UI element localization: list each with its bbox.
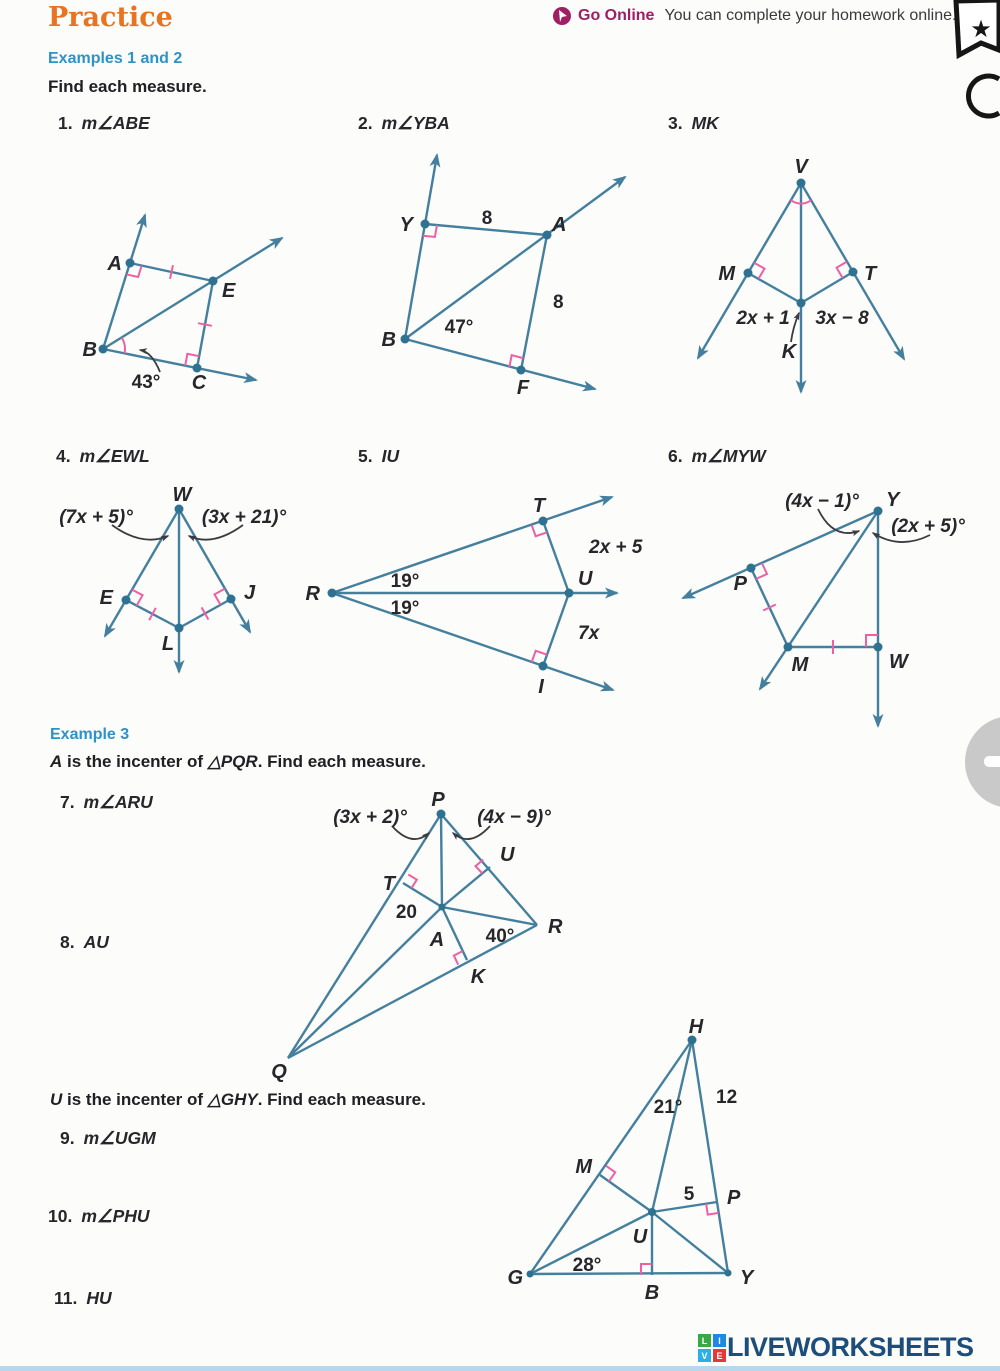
problem-1-label: m∠ABE <box>81 113 150 133</box>
problem-10-number: 10. <box>48 1206 73 1226</box>
liveworksheets-wordmark: LIVEWORKSHEETS <box>727 1332 974 1362</box>
fig6-point-label-W: W <box>889 651 908 673</box>
problem-5-label: IU <box>381 446 400 466</box>
fig8-angle-h: 21° <box>653 1097 683 1118</box>
problem-5 <box>358 446 399 467</box>
fig5-point-label-R: R <box>305 583 320 605</box>
problem-9-label: m∠UGM <box>83 1128 156 1148</box>
instruction-incenter-pqr <box>50 752 426 772</box>
problem-9 <box>60 1128 156 1149</box>
fig5-point-label-I: I <box>538 676 544 698</box>
fig4-point-label-L: L <box>161 633 175 655</box>
fig3-diagram <box>698 156 904 392</box>
problem-8-label: AU <box>83 932 109 952</box>
fig7-point-label-P: P <box>431 789 445 811</box>
problem-3 <box>668 113 719 134</box>
logo-square-v: V <box>698 1349 711 1362</box>
page-title: Practice <box>48 2 173 33</box>
fig8-point-label-G: G <box>507 1267 523 1289</box>
problem-2-number: 2. <box>358 113 373 133</box>
incenter-ghy-lead: U <box>50 1090 63 1109</box>
problem-7 <box>60 792 153 813</box>
fig5-diagram <box>306 495 643 698</box>
instruction-incenter-ghy <box>50 1090 426 1110</box>
fig4-expr-right: (3x + 21)° <box>201 507 287 528</box>
logo-square-e: E <box>713 1349 726 1362</box>
problem-7-label: m∠ARU <box>83 792 153 812</box>
problem-9-number: 9. <box>60 1128 75 1148</box>
fig5-angle-bottom: 19° <box>390 598 420 619</box>
fig8-length-5: 5 <box>683 1184 695 1205</box>
fig2-point-label-A: A <box>552 214 567 236</box>
fig8-point-label-P: P <box>727 1187 741 1209</box>
fig4-point-label-W: W <box>172 484 192 506</box>
go-online-banner <box>552 6 956 26</box>
fig6-point-label-Y: Y <box>886 489 900 511</box>
go-online-label: Go Online <box>578 7 655 24</box>
section-heading-examples-1-2: Examples 1 and 2 <box>48 50 183 67</box>
fig5-expr-tu: 2x + 5 <box>589 537 643 558</box>
incenter-ghy-triangle: △GHY <box>207 1090 258 1109</box>
fig8-angle-g: 28° <box>572 1255 602 1276</box>
fig4-expr-left: (7x + 5)° <box>59 507 133 528</box>
fig4-diagram <box>59 484 286 672</box>
fig7-point-label-T: T <box>382 873 395 895</box>
go-online-text: You can complete your homework online. <box>664 7 957 24</box>
fig6-point-label-P: P <box>733 573 747 595</box>
fig8-point-label-Y: Y <box>740 1267 754 1289</box>
problem-1 <box>58 113 150 134</box>
fig8-point-label-H: H <box>688 1016 704 1038</box>
fig5-angle-top: 19° <box>390 571 420 592</box>
problem-2-label: m∠YBA <box>381 113 450 133</box>
fig1-point-label-A: A <box>107 253 122 275</box>
fig7-angle-r: 40° <box>485 926 515 947</box>
fig3-point-label-T: T <box>864 263 877 285</box>
problem-11 <box>54 1288 112 1309</box>
fig7-length-ta: 20 <box>395 902 417 923</box>
fig1-point-label-B: B <box>82 339 97 361</box>
problem-8 <box>60 932 109 953</box>
go-online-icon <box>552 6 572 26</box>
logo-square-l: L <box>698 1334 711 1347</box>
fig7-diagram <box>271 789 563 1083</box>
incenter-ghy-tail: . Find each measure. <box>257 1090 426 1109</box>
problem-6-label: m∠MYW <box>691 446 766 466</box>
fig3-expr-right: 3x − 8 <box>815 308 869 329</box>
fig8-diagram <box>507 1016 755 1304</box>
fig2-side-label-af: 8 <box>553 292 564 313</box>
fig7-expr-left: (3x + 2)° <box>333 807 407 828</box>
problem-10 <box>48 1206 150 1227</box>
fig2-point-label-B: B <box>381 329 396 351</box>
fig2-side-label-ya: 8 <box>481 208 493 229</box>
fig2-point-label-Y: Y <box>399 214 413 236</box>
fig6-expr-right: (2x + 5)° <box>891 516 965 537</box>
fig2-point-label-F: F <box>516 377 530 399</box>
svg-text:★: ★ <box>970 16 992 43</box>
incenter-pqr-triangle: △PQR <box>207 752 258 771</box>
fig1-angle-label: 43° <box>131 372 161 393</box>
logo-square-i: I <box>713 1334 726 1347</box>
incenter-pqr-lead: A <box>50 752 63 771</box>
fig3-expr-left: 2x + 1 <box>736 308 790 329</box>
fig1-point-label-C: C <box>191 372 207 394</box>
section-heading-example-3: Example 3 <box>50 726 130 743</box>
fig1-point-label-E: E <box>222 280 236 302</box>
problem-11-number: 11. <box>54 1288 78 1308</box>
problem-5-number: 5. <box>358 446 373 466</box>
fig8-point-label-M: M <box>575 1156 592 1178</box>
incenter-ghy-mid: is the incenter of <box>62 1090 208 1109</box>
problem-10-label: m∠PHU <box>81 1206 150 1226</box>
problem-1-number: 1. <box>58 113 73 133</box>
fig3-point-label-V: V <box>794 156 808 178</box>
problem-8-number: 8. <box>60 932 75 952</box>
problem-3-label: MK <box>691 113 719 133</box>
problem-2 <box>358 113 450 134</box>
incenter-pqr-tail: . Find each measure. <box>257 752 426 771</box>
bookmark-star-icon[interactable] <box>956 0 999 55</box>
fig6-point-label-M: M <box>791 654 809 676</box>
fig2-angle-label: 47° <box>444 317 474 338</box>
rotate-icon[interactable] <box>968 76 999 116</box>
fig7-point-label-R: R <box>548 916 563 938</box>
problem-4 <box>56 446 150 467</box>
problem-6 <box>668 446 766 467</box>
scroll-button[interactable] <box>965 716 1000 808</box>
fig7-point-label-K: K <box>470 966 486 988</box>
fig4-point-label-E: E <box>99 587 113 609</box>
fig4-point-label-J: J <box>244 582 256 604</box>
problem-11-label: HU <box>86 1288 112 1308</box>
fig5-point-label-T: T <box>532 495 546 517</box>
fig7-point-label-A: A <box>429 929 445 951</box>
fig3-point-label-M: M <box>718 263 735 285</box>
fig7-point-label-Q: Q <box>271 1061 287 1083</box>
fig6-diagram <box>683 489 965 726</box>
footer-accent-bar <box>0 1366 1000 1371</box>
liveworksheets-logo <box>698 1334 726 1362</box>
problem-7-number: 7. <box>60 792 75 812</box>
fig3-point-label-K: K <box>781 341 797 363</box>
instruction-find-each-measure: Find each measure. <box>48 77 207 96</box>
incenter-pqr-mid: is the incenter of <box>62 752 208 771</box>
fig5-point-label-U: U <box>578 568 593 590</box>
fig6-expr-left: (4x − 1)° <box>785 491 859 512</box>
problem-4-label: m∠EWL <box>79 446 150 466</box>
problem-6-number: 6. <box>668 446 683 466</box>
fig8-point-label-B: B <box>644 1282 660 1304</box>
fig2-diagram <box>382 155 625 399</box>
fig1-diagram <box>83 215 282 394</box>
problem-3-number: 3. <box>668 113 683 133</box>
fig5-expr-ui: 7x <box>578 623 600 644</box>
problem-4-number: 4. <box>56 446 71 466</box>
fig8-point-label-U: U <box>632 1226 648 1248</box>
fig7-point-label-U: U <box>500 844 515 866</box>
fig8-length-12: 12 <box>716 1087 738 1108</box>
fig7-expr-right: (4x − 9)° <box>477 807 551 828</box>
